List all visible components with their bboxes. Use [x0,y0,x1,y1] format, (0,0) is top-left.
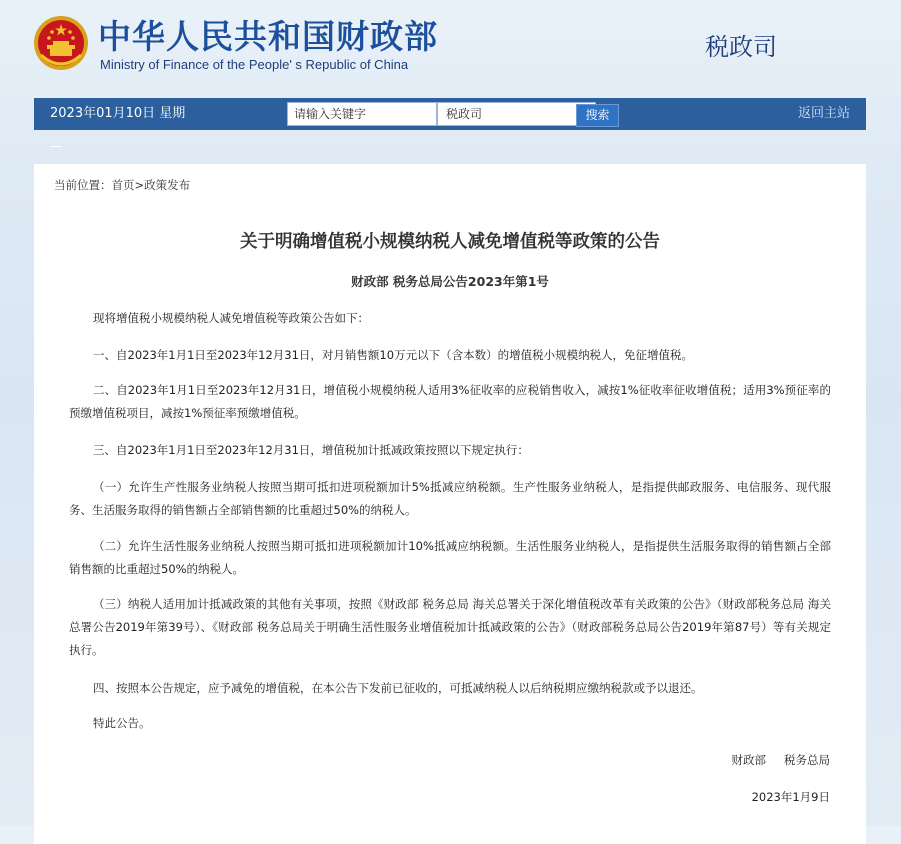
paragraph-3-3: （三）纳税人适用加计抵减政策的其他有关事项，按照《财政部 税务总局 海关总署关于深化增值税改革有关政策的公告》（财政部税务总局 海关总署公告2019年第39号）、《财政部 税务总局关于明确生活性服务业增值税加计抵减政策的公告》（财政部税务总局公告2019年第87号）等有关规定执行。 [69,597,831,657]
signature-orgs [732,751,831,769]
breadcrumb-home-link[interactable]: 首页 [111,178,135,192]
nav-strip [34,130,866,164]
breadcrumb-prefix: 当前位置： [54,178,112,192]
site-title: 中华人民共和国财政部 [98,17,438,56]
paragraph-intro: 现将增值税小规模纳税人减免增值税等政策公告如下： [93,311,369,325]
paragraph-3-1: （一）允许生产性服务业纳税人按照当期可抵扣进项税额加计5%抵减应纳税额。生产性服务业纳税人，是指提供邮政服务、电信服务、现代服务、生活服务取得的销售额占全部销售额的比重超过50%的纳税人。 [69,480,831,517]
document-number: 财政部 税务总局公告2023年第1号 [351,274,549,289]
search-input[interactable]: 请输入关键字 [287,102,437,126]
scope-select[interactable] [437,102,596,126]
scope-select-value: 税政司 [446,107,483,121]
nav-divider [50,146,62,147]
breadcrumb [54,177,190,193]
toolbar [34,98,866,130]
paragraph-2: 二、自2023年1月1日至2023年12月31日，增值税小规模纳税人适用3%征收率的应税销售收入，减按1%征收率征收增值税；适用3%预征率的预缴增值税项目，减按1%预征率预缴增值税。 [69,383,831,420]
breadcrumb-section-link[interactable]: 政策发布 [144,178,191,192]
paragraph-closing: 特此公告。 [93,716,151,730]
signature-date: 2023年1月9日 [751,790,830,804]
paragraph-1: 一、自2023年1月1日至2023年12月31日，对月销售额10万元以下（含本数）的增值税小规模纳税人，免征增值税。 [93,348,694,362]
current-date: 2023年01月10日 星期 [50,106,186,121]
paragraph-3: 三、自2023年1月1日至2023年12月31日，增值税加计抵减政策按照以下规定执行： [93,443,529,457]
back-to-main-site-link[interactable]: 返回主站 [797,106,850,121]
signature-org-mof: 财政部 [731,753,766,767]
signature-org-tax: 税务总局 [784,753,830,767]
search-button[interactable]: 搜索 [576,104,619,127]
article-title: 关于明确增值税小规模纳税人减免增值税等政策的公告 [240,232,660,252]
site-subtitle: Ministry of Finance of the People' s Republic of China [100,57,409,72]
paragraph-3-2: （二）允许生活性服务业纳税人按照当期可抵扣进项税额加计10%抵减应纳税额。生活性服务业纳税人，是指提供生活服务取得的销售额占全部销售额的比重超过50%的纳税人。 [69,539,831,576]
national-emblem-icon [33,15,89,71]
department-name: 税政司 [705,33,777,61]
breadcrumb-separator: > [134,178,145,192]
paragraph-4: 四、按照本公告规定，应予减免的增值税，在本公告下发前已征收的，可抵减纳税人以后纳税期应缴纳税款或予以退还。 [93,681,703,695]
site-header [0,0,901,98]
article-panel [34,164,866,844]
